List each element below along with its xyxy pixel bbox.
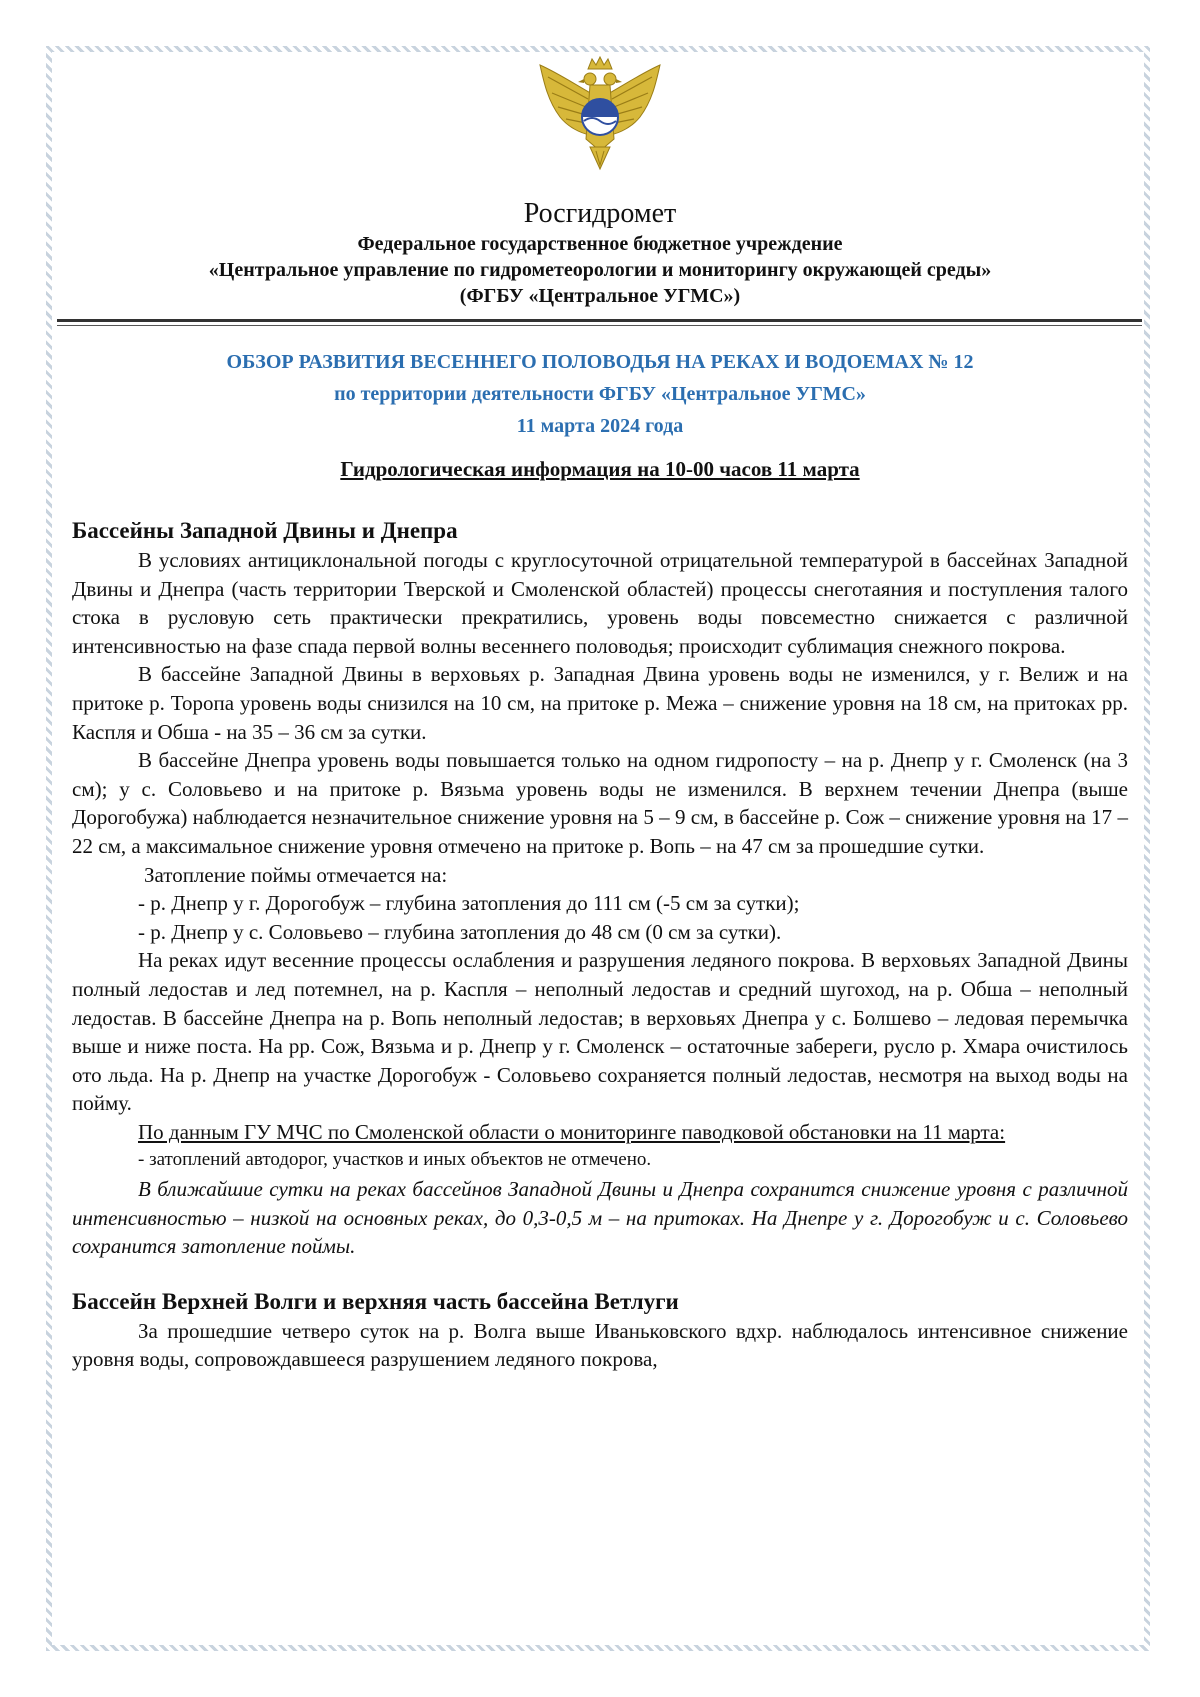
paragraph: В условиях антициклональной погоды с круглосуточной отрицательной температурой в бассейнах Западной Двины и Днепра (часть территории Тверской и Смоленской областей) процессы снеготаяния и поступления талого стока в русловую сеть практически прекратились, уровень воды повсеместно снижается с различной интенсивностью на фазе спада первой волны весеннего половодья; происходит сублимация снежного покрова. (72, 548, 1128, 658)
eagle-emblem-icon (536, 55, 664, 171)
section-heading-volga: Бассейн Верхней Волги и верхняя часть бассейна Ветлуги (72, 1288, 679, 1314)
mchs-note: По данным ГУ МЧС по Смоленской области о мониторинге паводковой обстановки на 11 марта: (138, 1119, 1006, 1144)
report-date: 11 марта 2024 года (516, 415, 684, 437)
section-heading-dvina-dnieper: Бассейны Западной Двины и Днепра (72, 518, 458, 543)
flood-item: - р. Днепр у с. Соловьево – глубина затопления до 48 см (0 см за сутки). (138, 919, 782, 944)
paragraph: На реках идут весенние процессы ослабления и разрушения ледяного покрова. В верховьях Западной Двины полный ледостав и лед потемнел, на р. Каспля – неполный ледостав и средний шугоход, на р. Обша – неполный ледостав. В бассейне Днепра на р. Вопь неполный ледостав; в верховьях Днепра у с. Болшево – ледовая перемычка выше и ниже поста. На рр. Сож, Вязьма и р. Днепр у г. Смоленск – остаточные забереги, русло р. Хмара очистилось ото льда. На р. Днепр на участке Дорогобуж - Соловьево сохраняется полный ледостав, несмотря на выход воды на пойму. (72, 948, 1128, 1116)
header-divider (57, 319, 1142, 322)
flood-intro: Затопление поймы отмечается на: (144, 862, 448, 887)
forecast: В ближайшие сутки на реках бассейнов Западной Двины и Днепра сохранится снижение уровня с различной интенсивностью – низкой на основных реках, до 0,3-0,5 м – на притоках. На Днепре у г. Дорогобуж и с. Соловьево сохранится затопление поймы. (72, 1177, 1128, 1259)
mchs-item: - затоплений автодорог, участков и иных объектов не отмечено. (138, 1149, 652, 1171)
paragraph: В бассейне Западной Двины в верховьях р. Западная Двина уровень воды не изменился, у г. Велиж и на притоке р. Торопа уровень воды снизился на 10 см, на притоке р. Межа – снижение уровня на 18 см, на притоках рр. Каспля и Обша - на 35 – 36 см за сутки. (72, 662, 1128, 744)
paragraph: За прошедшие четверо суток на р. Волга выше Иваньковского вдхр. наблюдалось интенсивное снижение уровня воды, сопровождавшееся разрушением ледяного покрова, (72, 1318, 1128, 1372)
org-name-line3: (ФГБУ «Центральное УГМС») (459, 285, 741, 307)
org-name-line1: Федеральное государственное бюджетное учреждение (357, 233, 843, 255)
report-title-line2: по территории деятельности ФГБУ «Центральное УГМС» (334, 383, 866, 405)
report-title (72, 346, 1128, 442)
header-divider-thin (57, 325, 1142, 326)
document (72, 55, 1128, 1374)
report-title-line1: ОБЗОР РАЗВИТИЯ ВЕСЕННЕГО ПОЛОВОДЬЯ НА РЕКАХ И ВОДОЕМАХ № 12 (226, 351, 974, 373)
flood-item: - р. Днепр у г. Дорогобуж – глубина затопления до 111 см (-5 см за сутки); (138, 891, 800, 916)
org-name-line2: «Центральное управление по гидрометеорологии и мониторингу окружающей среды» (208, 259, 992, 281)
info-heading: Гидрологическая информация на 10-00 часов 11 марта (340, 457, 860, 481)
agency-name: Росгидромет (523, 198, 677, 229)
paragraph: В бассейне Днепра уровень воды повышается только на одном гидропосту – на р. Днепр у г. Смоленск (на 3 см); у с. Соловьево и на притоке р. Вязьма уровень воды не изменился. В верхнем течении Днепра (выше Дорогобужа) наблюдается незначительное снижение уровня на 5 – 9 см, в бассейне р. Сож – снижение уровня на 17 – 22 см, а максимальное снижение уровня отмечено на притоке р. Вопь – на 47 см за прошедшие сутки. (72, 748, 1128, 858)
